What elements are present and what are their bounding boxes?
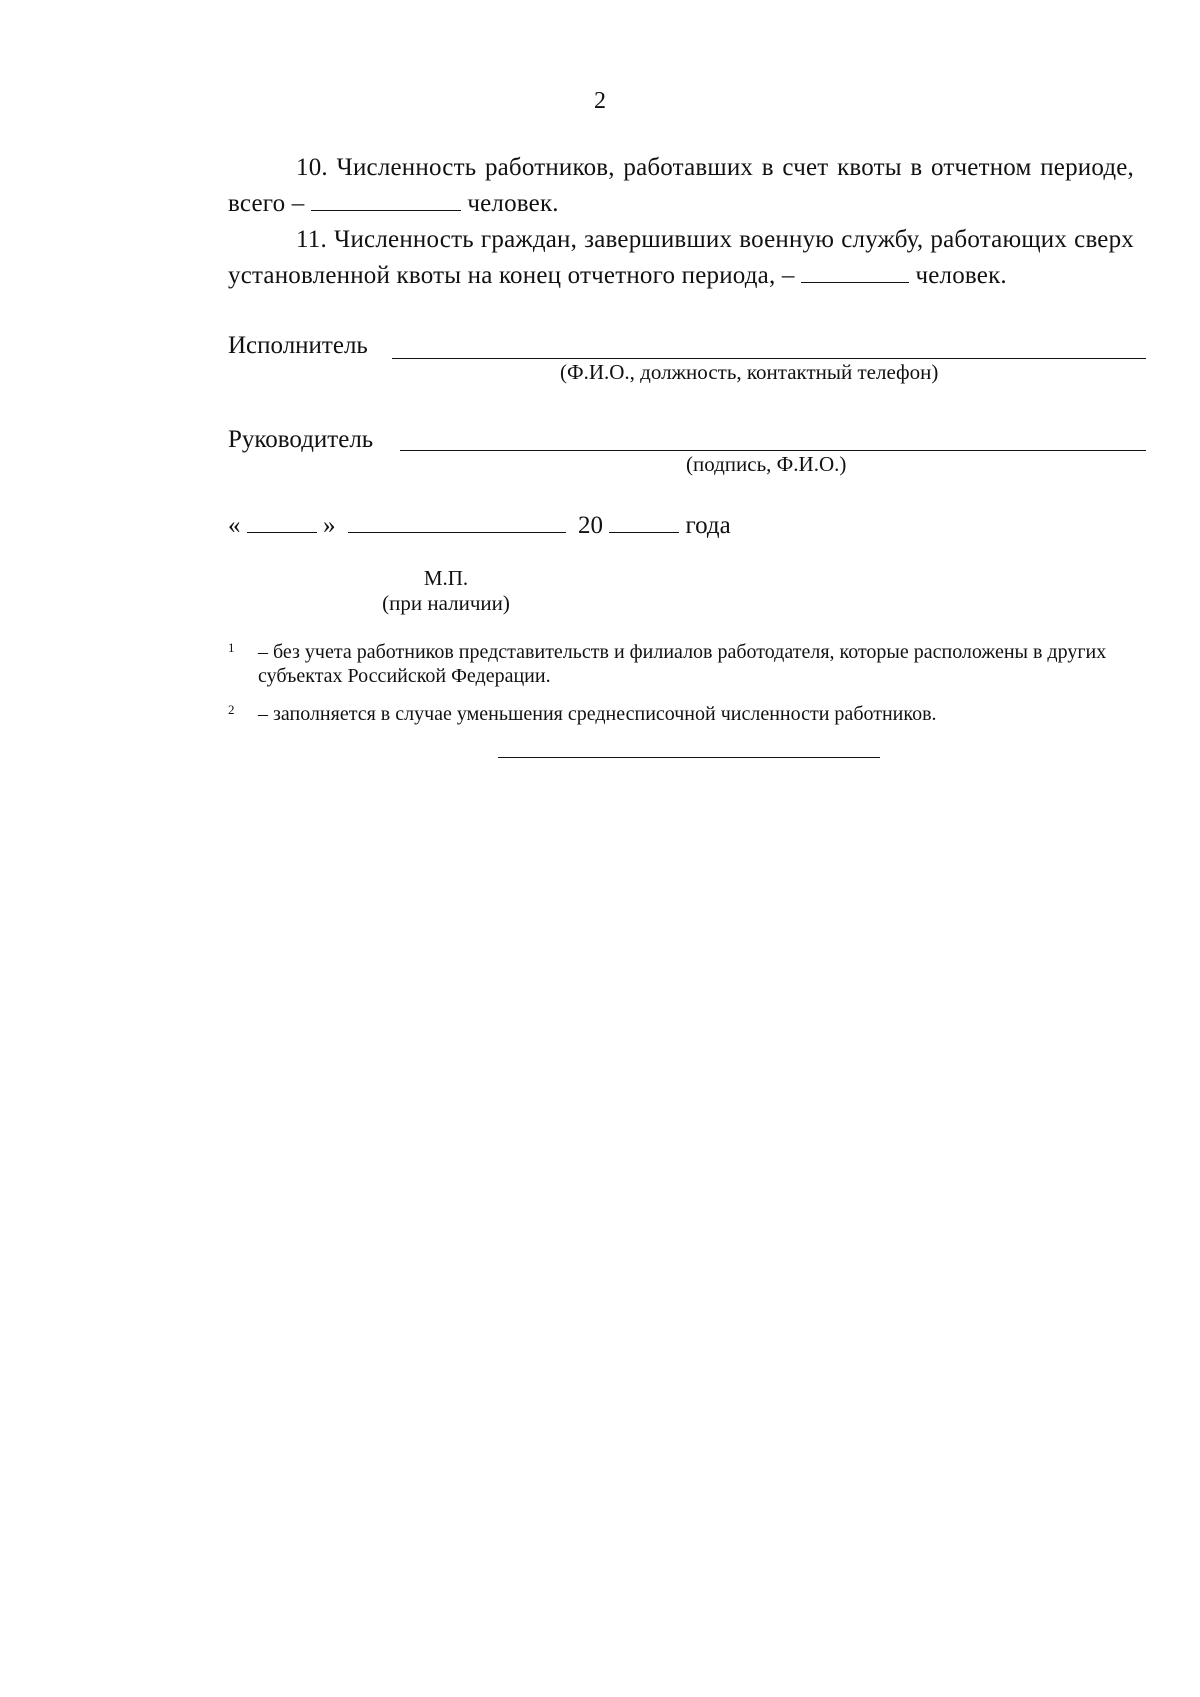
executor-caption: (Ф.И.О., должность, контактный телефон)	[560, 360, 939, 384]
date-row	[228, 510, 731, 540]
item-11-paragraph	[228, 222, 1134, 294]
head-signature-line[interactable]	[400, 450, 1146, 451]
footnote-2-mark: 2	[228, 702, 235, 717]
head-label: Руководитель	[228, 426, 374, 453]
footnote-1-mark: 1	[228, 640, 235, 655]
page-number: 2	[594, 88, 606, 114]
executor-label: Исполнитель	[228, 332, 368, 359]
footnote-2-text: – заполняется в случае уменьшения среднесписочной численности работников.	[258, 703, 937, 725]
item-10-paragraph	[228, 150, 1134, 222]
item-10-text: 10. Численность работников, работавших в счет квоты в отчетном периоде, всего –	[228, 154, 1134, 217]
date-year-suffix: года	[685, 512, 731, 539]
head-caption: (подпись, Ф.И.О.)	[686, 452, 847, 476]
item-11-text: 11. Численность граждан, завершивших военную службу, работающих сверх установленной квоты на конец отчетного периода, –	[228, 226, 1134, 289]
date-open-quote: «	[228, 512, 241, 539]
item-11-blank[interactable]	[801, 260, 909, 283]
item-11-unit: человек.	[915, 262, 1007, 289]
date-day-blank[interactable]	[247, 510, 317, 533]
date-close-quote: »	[323, 512, 336, 539]
date-month-blank[interactable]	[348, 510, 566, 533]
stamp-line-2: (при наличии)	[382, 591, 510, 615]
footnote-1-text: – без учета работников представительств и филиалов работодателя, которые расположены в других субъектах Российской Федерации.	[258, 641, 1107, 687]
end-rule	[498, 757, 880, 758]
executor-signature-line[interactable]	[392, 358, 1146, 359]
stamp-mark	[368, 566, 524, 616]
item-10-blank[interactable]	[311, 188, 461, 211]
date-year-prefix: 20	[578, 512, 603, 539]
date-year-blank[interactable]	[609, 510, 679, 533]
item-10-unit: человек.	[467, 190, 559, 217]
stamp-line-1: М.П.	[423, 566, 469, 590]
